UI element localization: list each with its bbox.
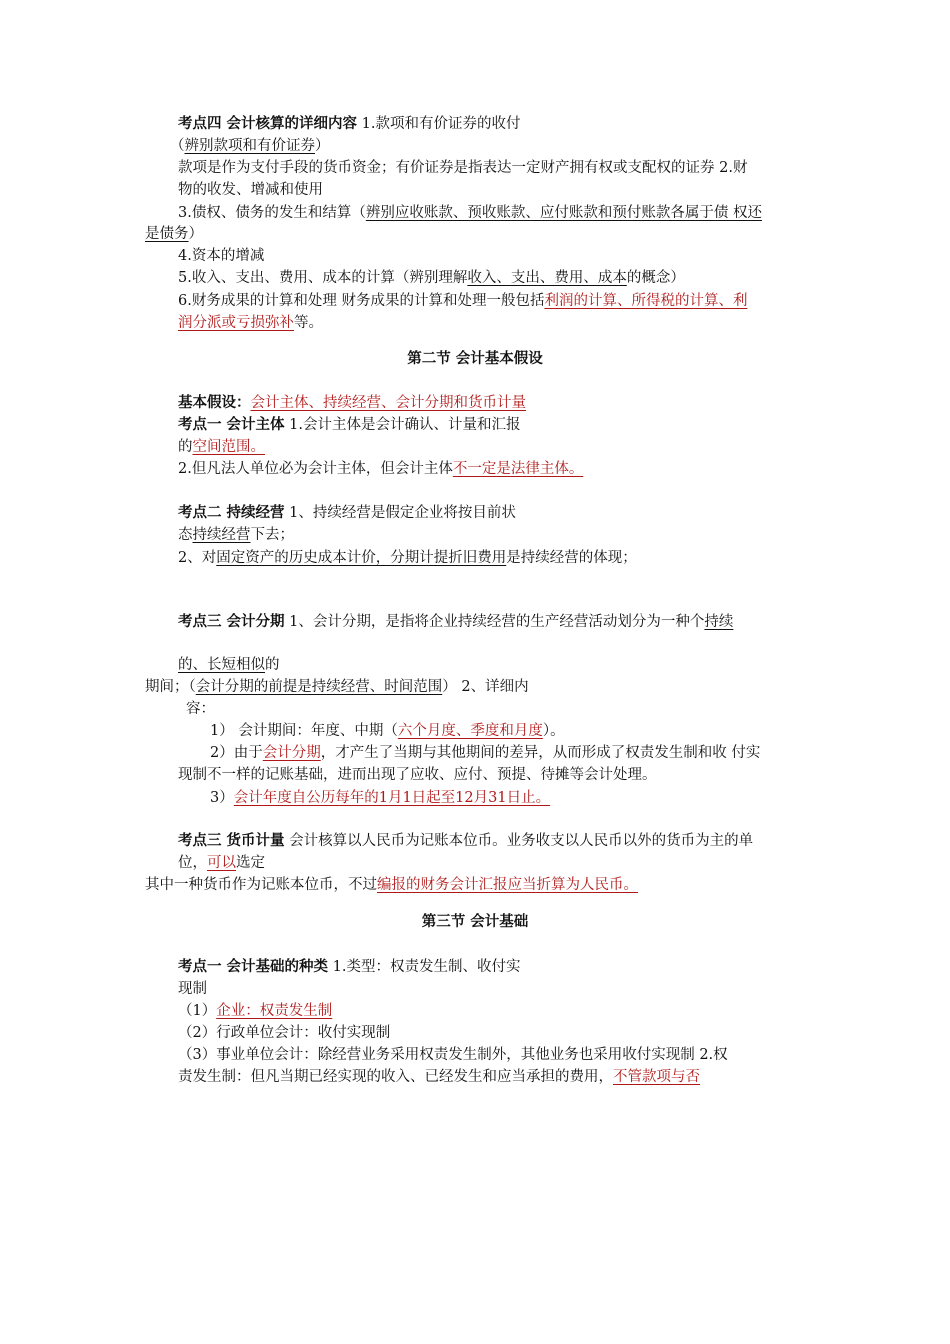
paragraph-line: 物的收发、增减和使用 [178, 182, 323, 198]
paragraph-line [178, 268, 685, 288]
line-text: 6.财务成果的计算和处理 财务成果的计算和处理一般包括 [178, 293, 545, 309]
red-highlight-text: 空间范围。 [192, 439, 265, 455]
paragraph-line [210, 788, 550, 808]
paragraph-line [178, 548, 637, 568]
paragraph-line [178, 831, 753, 851]
paragraph-line: 款项是作为支付手段的货币资金；有价证券是指表达一定财产拥有权或支配权的证券 2.财 [178, 160, 748, 176]
paragraph-line [210, 743, 760, 763]
paragraph-line [178, 437, 265, 457]
red-highlight-text: 企业：权责发生制 [216, 1003, 333, 1019]
paragraph-line: 现制不一样的记账基础，进而出现了应收、应付、预提、待摊等会计处理。 [178, 767, 657, 783]
underlined-text: 是债务 [145, 226, 189, 242]
paragraph-line [178, 655, 280, 675]
red-highlight-text: 利润的计算、所得税的计算、利 [544, 293, 748, 309]
section-point-title: 考点三 会计分期 [178, 614, 285, 630]
line-text: 等。 [294, 315, 323, 331]
line-text: ）。 [542, 723, 565, 739]
section-point-title: 考点二 持续经营 [178, 505, 285, 521]
paragraph-line: 现制 [178, 981, 207, 997]
line-text: 1） 会计期间：年度、中期（ [210, 723, 398, 739]
line-text: ） 2、详细内 [442, 679, 529, 695]
line-text: 2.但凡法人单位必为会计主体，但会计主体 [178, 461, 453, 477]
line-text: 2）由于 [210, 745, 263, 761]
line-text: 1.类型：权责发生制、收付实 [328, 959, 521, 975]
paragraph-line [210, 721, 565, 741]
paragraph-line [178, 503, 516, 523]
line-text: （ [170, 138, 185, 154]
paragraph-line [178, 203, 762, 223]
paragraph-line [178, 459, 583, 479]
line-text: 1、持续经营是假定企业将按目前状 [284, 505, 516, 521]
paragraph-line: 4.资本的增减 [178, 248, 265, 264]
paragraph-line [145, 677, 529, 697]
line-text: 1.款项和有价证券的收付 [357, 116, 521, 132]
red-highlight-text: 润分派或亏损弥补 [178, 315, 294, 331]
line-text: 位， [178, 855, 207, 871]
line-text: 的 [265, 657, 280, 673]
paragraph-line [178, 525, 294, 545]
paragraph-line [178, 612, 733, 632]
line-text: 责发生制：但凡当期已经实现的收入、已经发生和应当承担的费用， [178, 1069, 613, 1085]
line-text: 5.收入、支出、费用、成本的计算（辨别理解 [178, 270, 468, 286]
paragraph-line [178, 1001, 332, 1021]
line-text: 是持续经营的体现； [506, 550, 637, 566]
paragraph-line: （3）事业单位会计：除经营业务采用权责发生制外，其他业务也采用收付实现制 2.权 [178, 1047, 728, 1063]
paragraph-line: （2）行政单位会计：收付实现制 [178, 1025, 391, 1041]
line-text: 的 [178, 439, 193, 455]
line-text: （1） [178, 1003, 217, 1019]
line-text: 其中一种货币作为记账本位币，不过 [145, 877, 377, 893]
underlined-text: 固定资产的历史成本计价，分期计提折旧费用 [216, 550, 507, 566]
underlined-text: 辨别款项和有价证券 [184, 138, 315, 154]
line-text: ，才产生了当期与其他期间的差异，从而形成了权责发生制和收 付实 [320, 745, 761, 761]
paragraph-line: 容： [186, 701, 215, 717]
paragraph-line [178, 1067, 700, 1087]
underlined-text: 持续 [704, 614, 734, 630]
paragraph-line [178, 957, 521, 977]
underlined-text: 的、长短相似 [178, 657, 265, 673]
line-text: 会计核算以人民币为记账本位币。业务收支以人民币以外的货币为主的单 [284, 833, 754, 849]
red-highlight-text: 会计主体、持续经营、会计分期和货币计量 [250, 395, 526, 411]
section-point-title: 考点四 会计核算的详细内容 [178, 116, 358, 132]
underlined-text: 会计分期的前提是持续经营、时间范围 [195, 679, 443, 695]
paragraph-line [178, 313, 323, 333]
line-text: 1、会计分期，是指将企业持续经营的生产经营活动划分为一种个 [284, 614, 705, 630]
red-highlight-text: 不管款项与否 [613, 1069, 700, 1085]
line-text: 1.会计主体是会计确认、计量和汇报 [284, 417, 521, 433]
line-text: 下去； [250, 527, 294, 543]
paragraph-line [145, 224, 203, 244]
line-text: 2、对 [178, 550, 217, 566]
line-text: ） [315, 138, 330, 154]
paragraph-line [178, 393, 526, 413]
paragraph-line [178, 114, 521, 134]
underlined-text: 持续经营 [192, 527, 251, 543]
line-text: ） [188, 226, 203, 242]
paragraph-line [178, 415, 521, 435]
underlined-text: 收入、支出、费用、成本 [467, 270, 627, 286]
line-text: 的概念） [626, 270, 685, 286]
section-point-title: 基本假设： [178, 395, 251, 411]
red-highlight-text: 六个月度、季度和月度 [397, 723, 543, 739]
section-point-title: 考点三 货币计量 [178, 833, 285, 849]
line-text: 选定 [236, 855, 265, 871]
paragraph-line [145, 875, 638, 895]
red-highlight-text: 可以 [207, 855, 236, 871]
line-text: 3.债权、债务的发生和结算（ [178, 205, 366, 221]
section-point-title: 考点一 会计主体 [178, 417, 285, 433]
red-highlight-text: 会计年度自公历每年的1月1日起至12月31日止。 [233, 790, 551, 806]
red-highlight-text: 不一定是法律主体。 [452, 461, 584, 477]
red-highlight-text: 会计分期 [262, 745, 321, 761]
paragraph-line [178, 291, 747, 311]
section-point-title: 考点一 会计基础的种类 [178, 959, 329, 975]
underlined-text: 辨别应收账款、预收账款、应付账款和预付账款各属于债 权还 [365, 205, 762, 221]
red-highlight-text: 编报的财务会计汇报应当折算为人民币。 [377, 877, 638, 893]
section-heading: 第二节 会计基本假设 [407, 351, 543, 367]
paragraph-line [178, 853, 265, 873]
line-text: 态 [178, 527, 193, 543]
section-heading: 第三节 会计基础 [421, 914, 529, 930]
paragraph-line [170, 136, 330, 156]
line-text: 期间；（ [145, 679, 196, 695]
line-text: 3） [210, 790, 234, 806]
